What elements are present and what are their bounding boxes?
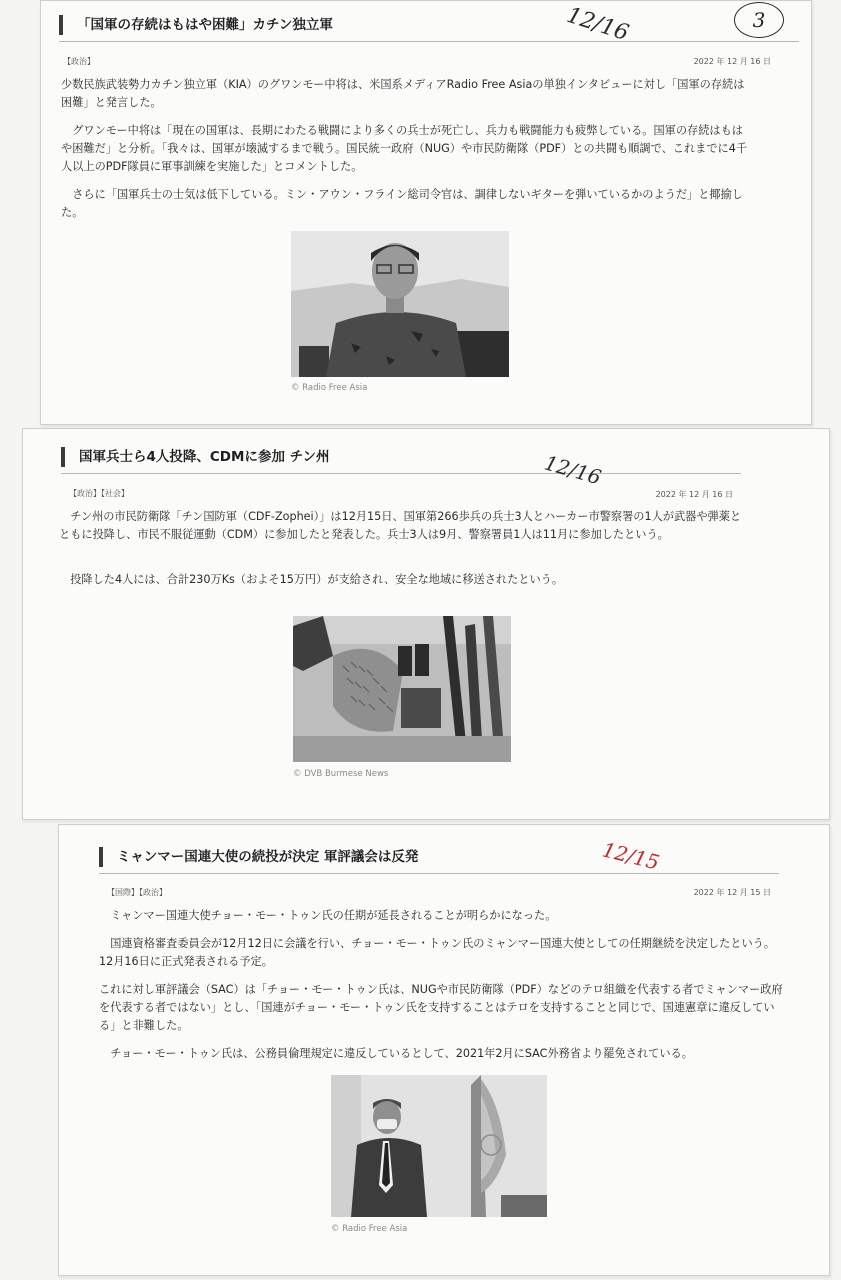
handwritten-date: 12/16 — [563, 2, 632, 47]
portrait-photo-graphic — [291, 231, 509, 377]
handwritten-date: 12/16 — [541, 450, 604, 490]
title-divider — [59, 41, 799, 42]
article-categories: 【国際】【政治】 — [107, 888, 167, 897]
article-paragraph: 少数民族武装勢力カチン独立軍（KIA）のグワンモー中将は、米国系メディアRadio Free Asiaの単独インタビューに対し「国軍の存続は困難」と発言した。 — [61, 78, 745, 109]
photo-credit: © Radio Free Asia — [331, 1224, 408, 1234]
article-title: 国軍兵士ら4人投降、CDMに参加 チン州 — [61, 447, 329, 467]
article-photo-general-portrait — [291, 231, 509, 377]
article-paragraph: これに対し軍評議会（SAC）は「チョー・モー・トゥン氏は、NUGや市民防衛隊（PDF）などのテロ組織を代表する者でミャンマー政府を代表する者ではない」とし、「国連がチョー・モー・トゥン氏を支持することはテロを支持することと同じで、国連憲章に違反している」と非難した。 — [99, 983, 783, 1032]
article-paragraph: チン州の市民防衛隊「チン国防軍（CDF-Zophei）」は12月15日、国軍第266歩兵の兵士3人とハーカー市警察署の1人が武器や弾薬とともに投降し、市民不服従運動（CDM）に参加したと発表した。兵士3人は9月、警察署員1人は11月に参加したという。 — [59, 510, 742, 541]
article-title: 「国軍の存続はもはや困難」カチン独立軍 — [59, 15, 333, 35]
ambassador-photo-graphic — [331, 1075, 547, 1217]
page-number-circle: 3 — [734, 2, 784, 38]
article-date: 2022 年 12 月 16 日 — [693, 57, 771, 66]
article-categories: 【政治】 — [63, 57, 95, 66]
article-paragraph: さらに「国軍兵士の士気は低下している。ミン・アウン・フライン総司令官は、調律しないギターを弾いているかのようだ」と揶揄した。 — [61, 188, 743, 219]
article-date: 2022 年 12 月 16 日 — [655, 490, 733, 499]
title-divider — [61, 473, 741, 474]
article-paragraph: 投降した4人には、合計230万Ks（およそ15万円）が支給され、安全な地域に移送されたという。 — [70, 573, 564, 586]
article-paragraph: チョー・モー・トゥン氏は、公務員倫理規定に違反しているとして、2021年2月にSAC外務省より罷免されている。 — [110, 1047, 693, 1060]
weapons-photo-graphic — [293, 616, 511, 762]
article-sheet-1 — [40, 0, 812, 425]
photo-credit: © Radio Free Asia — [291, 383, 368, 393]
photo-credit: © DVB Burmese News — [293, 769, 389, 779]
article-paragraph: グワンモー中将は「現在の国軍は、長期にわたる戦闘により多くの兵士が死亡し、兵力も戦闘能力も疲弊している。国軍の存続はもはや困難だ」と分析。「我々は、国軍が壊滅するまで戦う。国民統一政府（NUG）や市民防衛隊（PDF）との共闘も順調で、これまでに4千人以上のPDF隊員に軍事訓練を実施した」とコメントした。 — [61, 124, 748, 173]
article-title: ミャンマー国連大使の続投が決定 軍評議会は反発 — [99, 847, 418, 867]
article-categories: 【政治】【社会】 — [69, 489, 129, 498]
article-paragraph: ミャンマー国連大使チョー・モー・トゥン氏の任期が延長されることが明らかになった。 — [110, 909, 557, 922]
article-photo-un-ambassador — [331, 1075, 547, 1217]
article-paragraph: 国連資格審査委員会が12月12日に会議を行い、チョー・モー・トゥン氏のミャンマー国連大使としての任期継続を決定したという。12月16日に正式発表される予定。 — [99, 937, 776, 968]
handwritten-date: 12/15 — [599, 837, 662, 875]
title-divider — [99, 873, 779, 874]
article-photo-surrendered-weapons — [293, 616, 511, 762]
article-date: 2022 年 12 月 15 日 — [693, 888, 771, 897]
article-sheet-3 — [58, 824, 830, 1276]
article-sheet-2 — [22, 428, 830, 820]
